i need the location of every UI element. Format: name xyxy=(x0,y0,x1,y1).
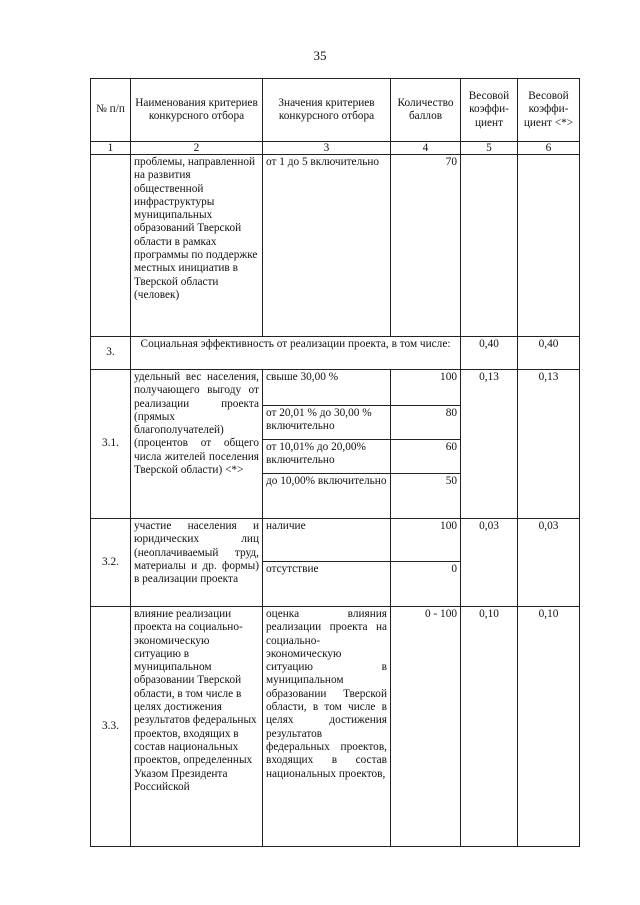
criteria-value: от 1 до 5 включительно xyxy=(263,155,391,337)
criteria-value: до 10,00% включительно xyxy=(263,474,391,519)
header-number: № п/п xyxy=(91,79,131,142)
column-number-row xyxy=(91,142,580,155)
column-number: 5 xyxy=(461,142,518,155)
points: 100 xyxy=(391,519,461,562)
table-row xyxy=(91,519,580,562)
points: 0 - 100 xyxy=(391,607,461,847)
header-points: Количество баллов xyxy=(391,79,461,142)
criteria-value: от 10,01% до 20,00% включительно xyxy=(263,440,391,474)
points: 60 xyxy=(391,440,461,474)
row-number: 3.3. xyxy=(91,607,131,847)
weight-note: 0,03 xyxy=(518,519,580,607)
header-weight-note: Весовой коэффи-циент <*> xyxy=(518,79,580,142)
criteria-value: отсутствие xyxy=(263,562,391,607)
points: 100 xyxy=(391,370,461,406)
column-number: 1 xyxy=(91,142,131,155)
criteria-name: участие населения и юридических лиц (неоплачиваемый труд, материалы и др. формы) в реализации проекта xyxy=(131,519,263,607)
criteria-name: влияние реализации проекта на социально-экономическую ситуацию в муниципальном образовании Тверской области, в том числе в целях достижения результатов федеральных проектов, входящих в состав национальных проектов, определенных Указом Президента Российской xyxy=(131,607,263,847)
column-number: 6 xyxy=(518,142,580,155)
section-title: Социальная эффективность от реализации проекта, в том числе: xyxy=(131,337,461,370)
table-row xyxy=(91,370,580,406)
points: 0 xyxy=(391,562,461,607)
weight: 0,13 xyxy=(461,370,518,519)
page-number: 35 xyxy=(313,48,327,63)
criteria-name: удельный вес населения, получающего выгоду от реализации проекта (прямых благополучателей) (процентов от общего числа жителей поселения Тверской области) <*> xyxy=(131,370,263,519)
column-number: 3 xyxy=(263,142,391,155)
row-number: 3.1. xyxy=(91,370,131,519)
table-row xyxy=(91,155,580,337)
weight: 0,40 xyxy=(461,337,518,370)
weight: 0,03 xyxy=(461,519,518,607)
weight-note: 0,40 xyxy=(518,337,580,370)
criteria-name: проблемы, направленной на развития общественной инфраструктуры муниципальных образований Тверской области в рамках программы по поддержке местных инициатив в Тверской области (человек) xyxy=(131,155,263,337)
table-row xyxy=(91,607,580,847)
row-number: 3.2. xyxy=(91,519,131,607)
header-weight: Весовой коэффи-циент xyxy=(461,79,518,142)
criteria-value: свыше 30,00 % xyxy=(263,370,391,406)
weight: 0,10 xyxy=(461,607,518,847)
criteria-value: от 20,01 % до 30,00 % включительно xyxy=(263,406,391,440)
weight-note: 0,10 xyxy=(518,607,580,847)
points: 50 xyxy=(391,474,461,519)
points: 70 xyxy=(391,155,461,337)
header-criteria-name: Наименования критериев конкурсного отбора xyxy=(131,79,263,142)
column-number: 4 xyxy=(391,142,461,155)
criteria-table xyxy=(90,78,580,847)
row-number: 3. xyxy=(91,337,131,370)
column-number: 2 xyxy=(131,142,263,155)
points: 80 xyxy=(391,406,461,440)
header-criteria-values: Значения критериев конкурсного отбора xyxy=(263,79,391,142)
table-row xyxy=(91,337,580,370)
table-header-row xyxy=(91,79,580,142)
criteria-value: оценка влияния реализации проекта на социально-экономическую ситуацию в муниципальном образовании Тверской области, в том числе в целях достижения результатов федеральных проектов, входящих в состав национальных проектов, xyxy=(263,607,391,847)
weight-note: 0,13 xyxy=(518,370,580,519)
criteria-value: наличие xyxy=(263,519,391,562)
